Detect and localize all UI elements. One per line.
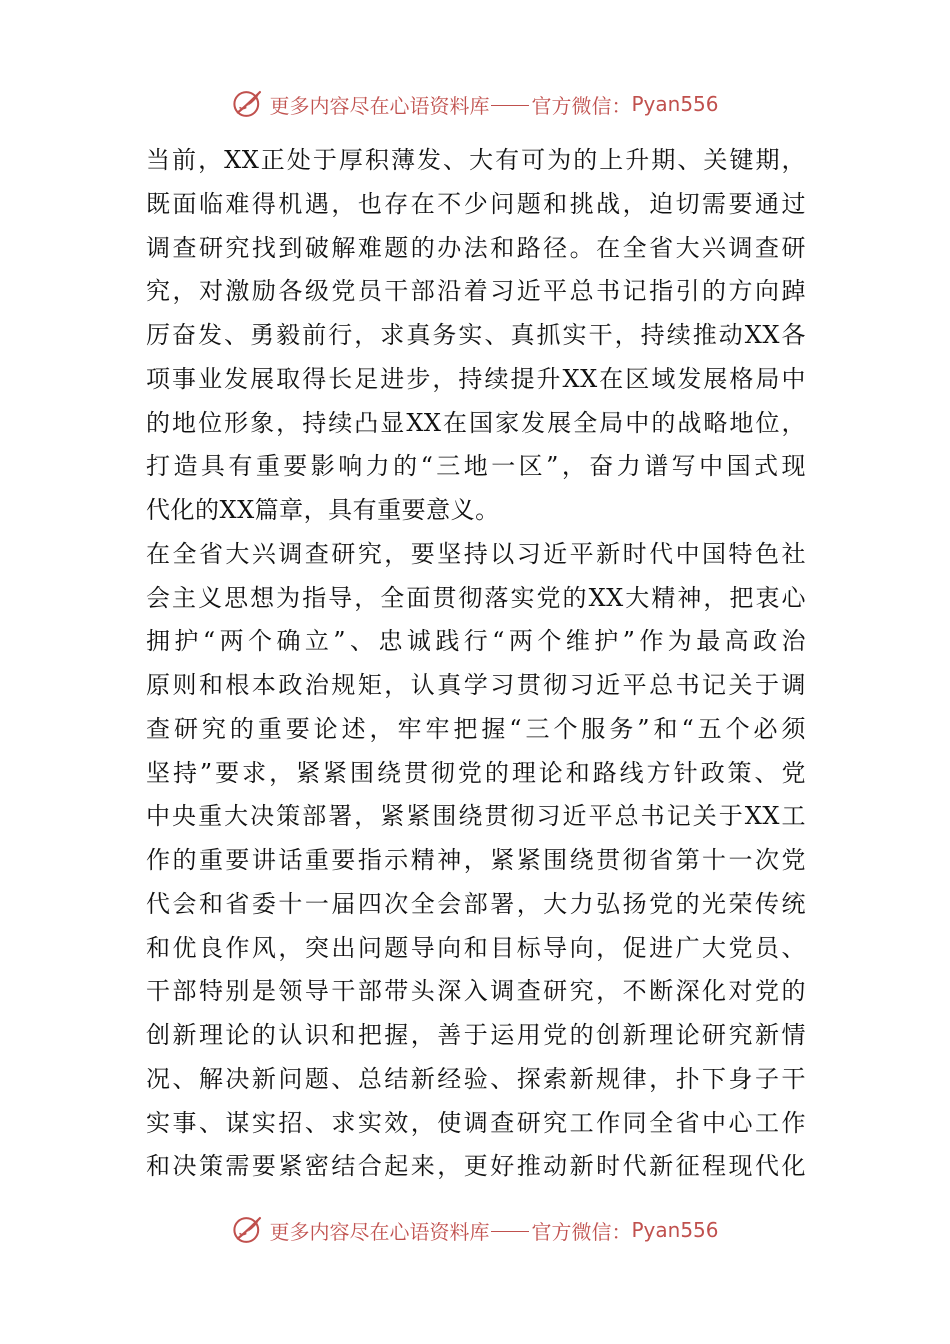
banner-wechat-id: Pyan556 (631, 1218, 719, 1242)
text-line: 厉奋发、勇毅前行，求真务实、真抓实干，持续推动XX各 (146, 321, 806, 349)
paragraph (146, 139, 806, 533)
banner-site-text: 更多内容尽在心语资料库 (269, 93, 490, 118)
text-line: 会主义思想为指导，全面贯彻落实党的XX大精神，把衷心 (146, 583, 806, 612)
quill-pen-logo-icon (231, 1213, 265, 1247)
text-line: 原则和根本政治规矩，认真学习贯彻习近平总书记关于调 (146, 671, 806, 699)
text-line: 究，对激励各级党员干部沿着习近平总书记指引的方向踔 (146, 277, 806, 306)
header-banner (0, 84, 950, 124)
text-line: 项事业发展取得长足进步，持续提升XX在区域发展格局中 (146, 364, 806, 393)
paragraph (146, 533, 806, 1189)
footer-banner (0, 1210, 950, 1250)
text-line: 创新理论的认识和把握，善于运用党的创新理论研究新情 (146, 1021, 806, 1049)
text-line: 和决策需要紧密结合起来，更好推动新时代新征程现代化 (146, 1152, 806, 1181)
text-line: 拥护“两个确立”、忠诚践行“两个维护”作为最高政治 (146, 627, 806, 656)
text-line: 坚持”要求，紧紧围绕贯彻党的理论和路线方针政策、党 (146, 758, 806, 787)
text-line: 和优良作风，突出问题导向和目标导向，促进广大党员、 (146, 933, 806, 962)
text-line: 既面临难得机遇，也存在不少问题和挑战，迫切需要通过 (146, 189, 806, 218)
text-line: 作的重要讲话重要指示精神，紧紧围绕贯彻省第十一次党 (146, 846, 806, 874)
text-line: 的地位形象，持续凸显XX在国家发展全局中的战略地位， (146, 408, 806, 437)
text-line: 在全省大兴调查研究，要坚持以习近平新时代中国特色社 (146, 539, 806, 568)
text-line: 调查研究找到破解难题的办法和路径。在全省大兴调查研 (146, 233, 806, 262)
text-line: 代会和省委十一届四次全会部署，大力弘扬党的光荣传统 (146, 889, 806, 918)
text-line: 代化的XX篇章，具有重要意义。 (146, 496, 500, 524)
text-line: 实事、谋实招、求实效，使调查研究工作同全省中心工作 (146, 1108, 806, 1137)
text-line: 况、解决新问题、总结新经验、探索新规律，扑下身子干 (146, 1064, 806, 1093)
banner-site-text: 更多内容尽在心语资料库 (269, 1219, 490, 1244)
banner-wechat-label: 官方微信： (531, 1219, 632, 1244)
banner-wechat-label: 官方微信： (531, 93, 632, 118)
quill-pen-logo-icon (231, 87, 265, 121)
text-line: 当前，XX正处于厚积薄发、大有可为的上升期、关键期， (146, 146, 806, 174)
banner-separator (491, 1231, 529, 1232)
banner-separator (491, 105, 529, 106)
document-body (146, 139, 806, 1189)
text-line: 查研究的重要论述，牢牢把握“三个服务”和“五个必须 (146, 714, 806, 743)
text-line: 中央重大决策部署，紧紧围绕贯彻习近平总书记关于XX工 (146, 802, 806, 831)
text-line: 打造具有重要影响力的“三地一区”，奋力谱写中国式现 (146, 452, 806, 481)
text-line: 干部特别是领导干部带头深入调查研究，不断深化对党的 (146, 977, 806, 1006)
banner-wechat-id: Pyan556 (631, 92, 719, 116)
